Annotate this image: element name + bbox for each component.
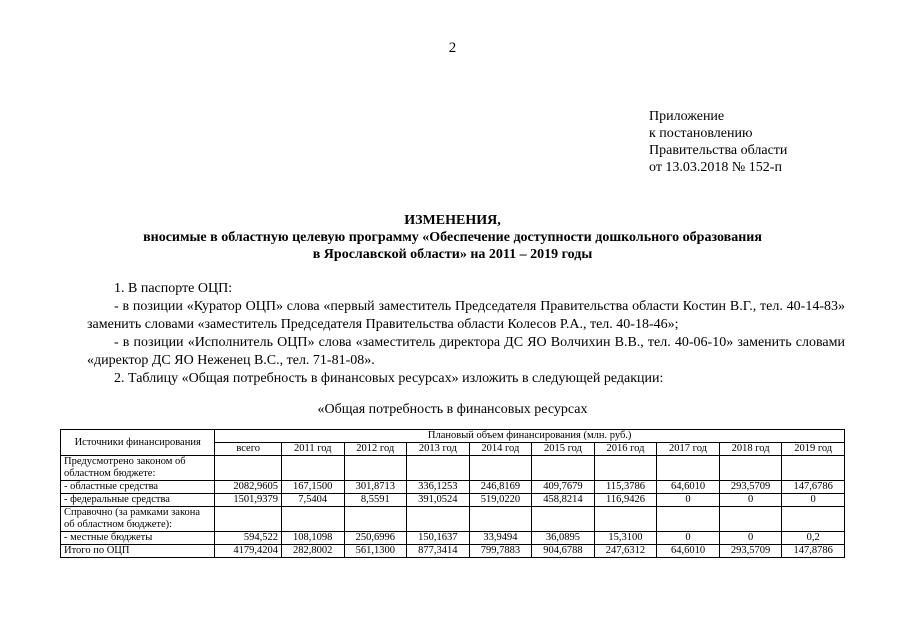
column-header: 2018 год	[719, 443, 782, 456]
document-title	[0, 212, 905, 263]
column-header: 2017 год	[657, 443, 720, 456]
section-label: Предусмотрено законом об областном бюджете:	[61, 456, 215, 481]
section-label: Справочно (за рамками закона об областном бюджете):	[61, 507, 215, 532]
table-cell: 293,5709	[719, 481, 782, 494]
table-cell: 250,6996	[344, 532, 407, 545]
table-cell: 391,0524	[407, 494, 470, 507]
appendix-line: от 13.03.2018 № 152-п	[649, 160, 782, 175]
table-cell: 0,2	[782, 532, 845, 545]
page-number: 2	[448, 40, 457, 56]
table-cell: 15,3100	[594, 532, 657, 545]
table-cell: 301,8713	[344, 481, 407, 494]
paragraph: - в позиции «Исполнитель ОЦП» слова «заместитель директора ДС ЯО Волчихин В.В., тел. 40-06-10» заменить словами «директор ДС ЯО Неженец В.С., тел. 71-81-08».	[87, 335, 845, 368]
table-cell: 64,6010	[657, 481, 720, 494]
table-row	[61, 507, 845, 532]
table-cell: 409,7679	[532, 481, 595, 494]
table-cell: 36,0895	[532, 532, 595, 545]
table-cell: 336,1253	[407, 481, 470, 494]
row-label: - местные бюджеты	[61, 532, 215, 545]
table-cell: 147,6786	[782, 481, 845, 494]
body-text	[87, 280, 845, 388]
table-cell: 0	[657, 494, 720, 507]
table-header-row	[61, 430, 845, 443]
appendix-line: Приложение	[649, 109, 725, 124]
table-cell: 64,6010	[657, 545, 720, 558]
paragraph: 1. В паспорте ОЦП:	[114, 281, 233, 296]
table-cell: 108,1098	[281, 532, 344, 545]
source-header: Источники финансирования	[61, 430, 215, 456]
paragraph: - в позиции «Куратор ОЦП» слова «первый заместитель Председателя Правительства области Костин В.Г., тел. 40-14-83» заменить словами «заместитель Председателя Правительства области Колесов Р.А., тел. 40-18-46»;	[87, 299, 845, 332]
column-header: 2016 год	[594, 443, 657, 456]
table-cell: 519,0220	[469, 494, 532, 507]
appendix-block	[649, 108, 787, 176]
table-cell: 7,5404	[281, 494, 344, 507]
financing-table	[60, 429, 845, 558]
table-title: «Общая потребность в финансовых ресурсах	[317, 402, 588, 417]
table-cell: 247,6312	[594, 545, 657, 558]
row-label: - федеральные средства	[61, 494, 215, 507]
table-cell: 33,9494	[469, 532, 532, 545]
paragraph: 2. Таблицу «Общая потребность в финансовых ресурсах» изложить в следующей редакции:	[114, 371, 664, 386]
table-cell: 116,9426	[594, 494, 657, 507]
table-cell: 150,1637	[407, 532, 470, 545]
table-cell: 0	[719, 532, 782, 545]
table-cell: 458,8214	[532, 494, 595, 507]
table-cell: 246,8169	[469, 481, 532, 494]
appendix-line: Правительства области	[649, 143, 788, 158]
table-cell: 2082,9605	[215, 481, 282, 494]
column-header: 2013 год	[407, 443, 470, 456]
table-row	[61, 494, 845, 507]
table-cell: 167,1500	[281, 481, 344, 494]
title-line: в Ярославской области» на 2011 – 2019 годы	[312, 247, 593, 262]
column-header: 2015 год	[532, 443, 595, 456]
row-label: - областные средства	[61, 481, 215, 494]
table-cell: 799,7883	[469, 545, 532, 558]
table-cell: 594,522	[215, 532, 282, 545]
table-cell: 8,5591	[344, 494, 407, 507]
table-cell: 1501,9379	[215, 494, 282, 507]
table-cell: 0	[782, 494, 845, 507]
column-header: 2012 год	[344, 443, 407, 456]
column-header: 2019 год	[782, 443, 845, 456]
table-cell: 877,3414	[407, 545, 470, 558]
column-header: 2011 год	[281, 443, 344, 456]
table-row	[61, 532, 845, 545]
table-row	[61, 456, 845, 481]
plan-header: Плановый объем финансирования (млн. руб.)	[215, 430, 845, 443]
title-line: ИЗМЕНЕНИЯ,	[404, 213, 501, 228]
table-cell: 115,3786	[594, 481, 657, 494]
table-row	[61, 481, 845, 494]
table-cell: 561,1300	[344, 545, 407, 558]
table-cell: 0	[719, 494, 782, 507]
table-cell: 282,8002	[281, 545, 344, 558]
column-header: всего	[215, 443, 282, 456]
table-cell: 0	[657, 532, 720, 545]
table-cell: 904,6788	[532, 545, 595, 558]
table-cell: 147,8786	[782, 545, 845, 558]
appendix-line: к постановлению	[649, 126, 753, 141]
table-cell: 293,5709	[719, 545, 782, 558]
title-line: вносимые в областную целевую программу «Обеспечение доступности дошкольного образования	[143, 230, 762, 245]
column-header: 2014 год	[469, 443, 532, 456]
table-cell: 4179,4204	[215, 545, 282, 558]
row-label: Итого по ОЦП	[61, 545, 215, 558]
table-total-row	[61, 545, 845, 558]
